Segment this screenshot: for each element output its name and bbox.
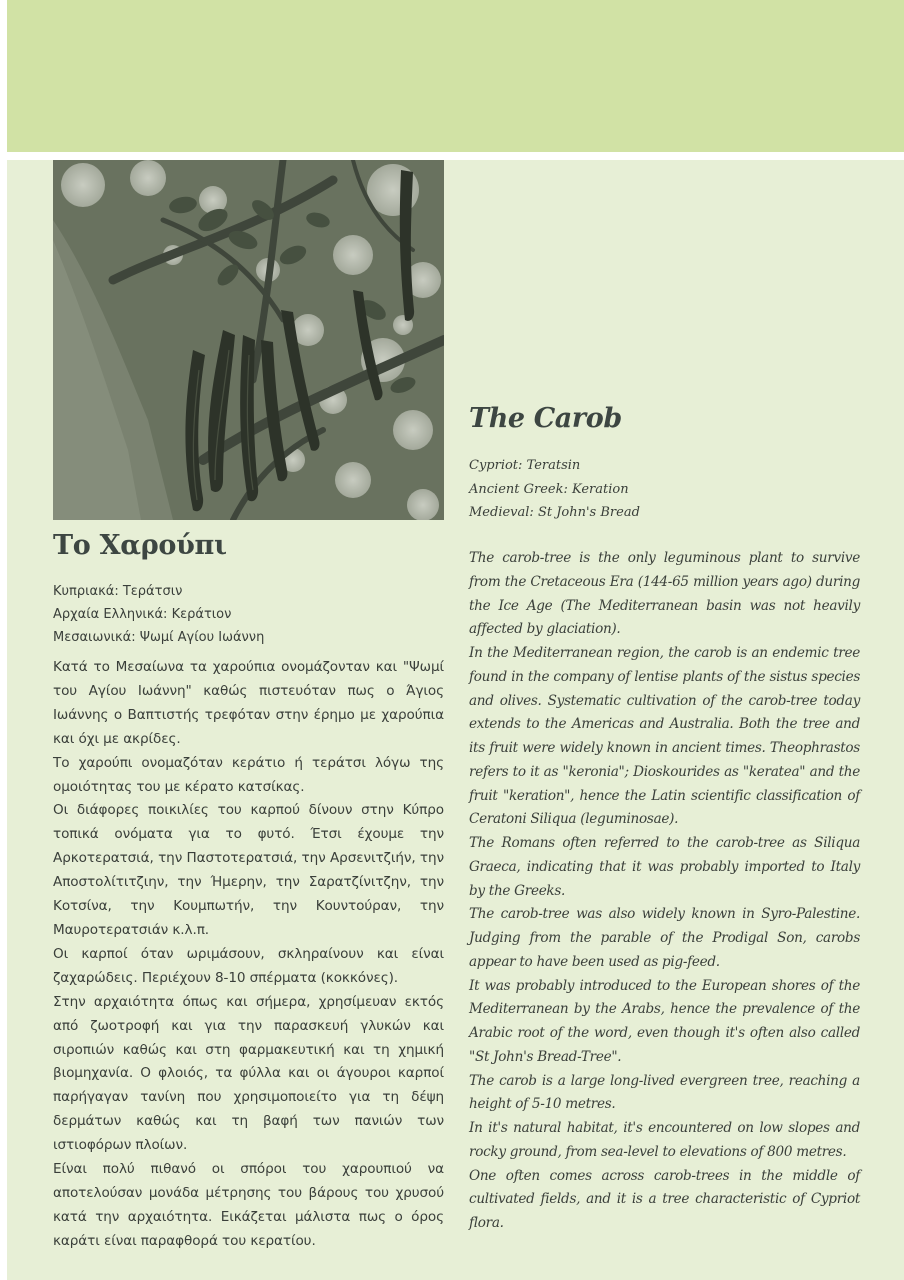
english-paragraph: One often comes across carob-trees in the middle of cultivated fields, and it is a tree characteristic of Cypriot flora. bbox=[469, 1167, 860, 1231]
carob-tree-photo bbox=[53, 160, 444, 520]
greek-paragraph: Το χαρούπι ονομαζόταν κεράτιο ή τεράτσι λόγω της ομοιότητας του με κέρατο κατσίκας. bbox=[53, 754, 444, 795]
top-header-band bbox=[7, 0, 904, 152]
english-paragraph: In the Mediterranean region, the carob is an endemic tree found in the company of lentise plants of the sistus species and olives. Systematic cultivation of the carob-tree today extends to the Americas and Australia. Both the tree and its fruit were widely known in ancient times. Theophrastos refers to it as "keronia"; Dioskourides as "keratea" and the fruit "keration", hence the Latin scientific classification of Ceratoni Siliqua (leguminosae). bbox=[469, 645, 860, 828]
english-paragraph: The carob-tree is the only leguminous plant to survive from the Cretaceous Era (144-65 million years ago) during the Ice Age (The Mediterranean basin was not heavily affected by glaciation). bbox=[469, 550, 860, 638]
greek-name-ancient: Αρχαία Ελληνικά: Κεράτιον bbox=[53, 607, 232, 622]
english-body bbox=[469, 547, 860, 1236]
english-name-ancient: Ancient Greek: Keration bbox=[469, 481, 629, 497]
greek-name-medieval: Μεσαιωνικά: Ψωμί Αγίου Ιωάννη bbox=[53, 630, 265, 645]
english-paragraph: The carob is a large long-lived evergreen tree, reaching a height of 5-10 metres. bbox=[469, 1072, 860, 1113]
greek-names bbox=[53, 580, 444, 649]
greek-paragraph: Στην αρχαιότητα όπως και σήμερα, χρησίμευαν εκτός από ζωοτροφή και για την παρασκευή γλυκών και σιροπιών καθώς και στη φαρμακευτική και τη χημική βιομηχανία. Ο φλοιός, τα φύλλα και οι άγουροι καρποί παρήγαγαν τανίνη που χρησιμοποιείτο για τη δέψη δερμάτων καθώς και τη βαφή των πανιών των ιστιοφόρων πλοίων. bbox=[53, 993, 444, 1154]
english-name-medieval: Medieval: St John's Bread bbox=[469, 505, 640, 520]
english-paragraph: The Romans often referred to the carob-tree as Siliqua Graeca, indicating that it was probably imported to Italy by the Greeks. bbox=[469, 835, 860, 899]
greek-title: Το Χαρούπι bbox=[53, 530, 227, 561]
greek-paragraph: Οι καρποί όταν ωριμάσουν, σκληραίνουν και είναι ζαχαρώδεις. Περιέχουν 8-10 σπέρματα (κοκκόνες). bbox=[53, 945, 444, 986]
greek-name-cypriot: Κυπριακά: Τεράτσιν bbox=[53, 584, 183, 599]
english-title: The Carob bbox=[469, 403, 622, 434]
english-name-cypriot: Cypriot: Teratsin bbox=[469, 458, 581, 473]
english-paragraph: The carob-tree was also widely known in Syro-Palestine. Judging from the parable of the Prodigal Son, carobs appear to have been used as pig-feed. bbox=[469, 906, 860, 970]
greek-paragraph: Κατά το Μεσαίωνα τα χαρούπια ονομάζονταν και "Ψωμί του Αγίου Ιωάννη" καθώς πιστευόταν πως ο Άγιος Ιωάννης ο Βαπτιστής τρεφόταν στην έρημο με χαρούπια και όχι με ακρίδες. bbox=[53, 659, 444, 747]
english-paragraph: It was probably introduced to the European shores of the Mediterranean by the Arabs, hence the prevalence of the Arabic root of the word, even though it's often also called "St John's Bread-Tree". bbox=[469, 977, 860, 1065]
greek-paragraph: Είναι πολύ πιθανό οι σπόροι του χαρουπιού να αποτελούσαν μονάδα μέτρησης του βάρους του χρυσού κατά την αρχαιότητα. Εικάζεται μάλιστα πως ο όρος καράτι είναι παραφθορά του κερατίου. bbox=[53, 1161, 444, 1249]
english-paragraph: In it's natural habitat, it's encountered on low slopes and rocky ground, from sea-level to elevations of 800 metres. bbox=[469, 1120, 860, 1160]
greek-paragraph: Οι διάφορες ποικιλίες του καρπού δίνουν στην Κύπρο τοπικά ονόματα για το φυτό. Έτσι έχουμε την Αρκοτερατσιά, την Παστοτερατσιά, την Αρσενιτζιήν, την Αποστολίτιτζιην, την Ήμερην, την Σαρατζίνιτζην, την Κοτσίνα, την Κουμπωτήν, την Κουντούραν, την Μαυροτερατσιάν κ.λ.π. bbox=[53, 802, 444, 938]
greek-body bbox=[53, 656, 444, 1254]
english-names bbox=[469, 454, 859, 525]
